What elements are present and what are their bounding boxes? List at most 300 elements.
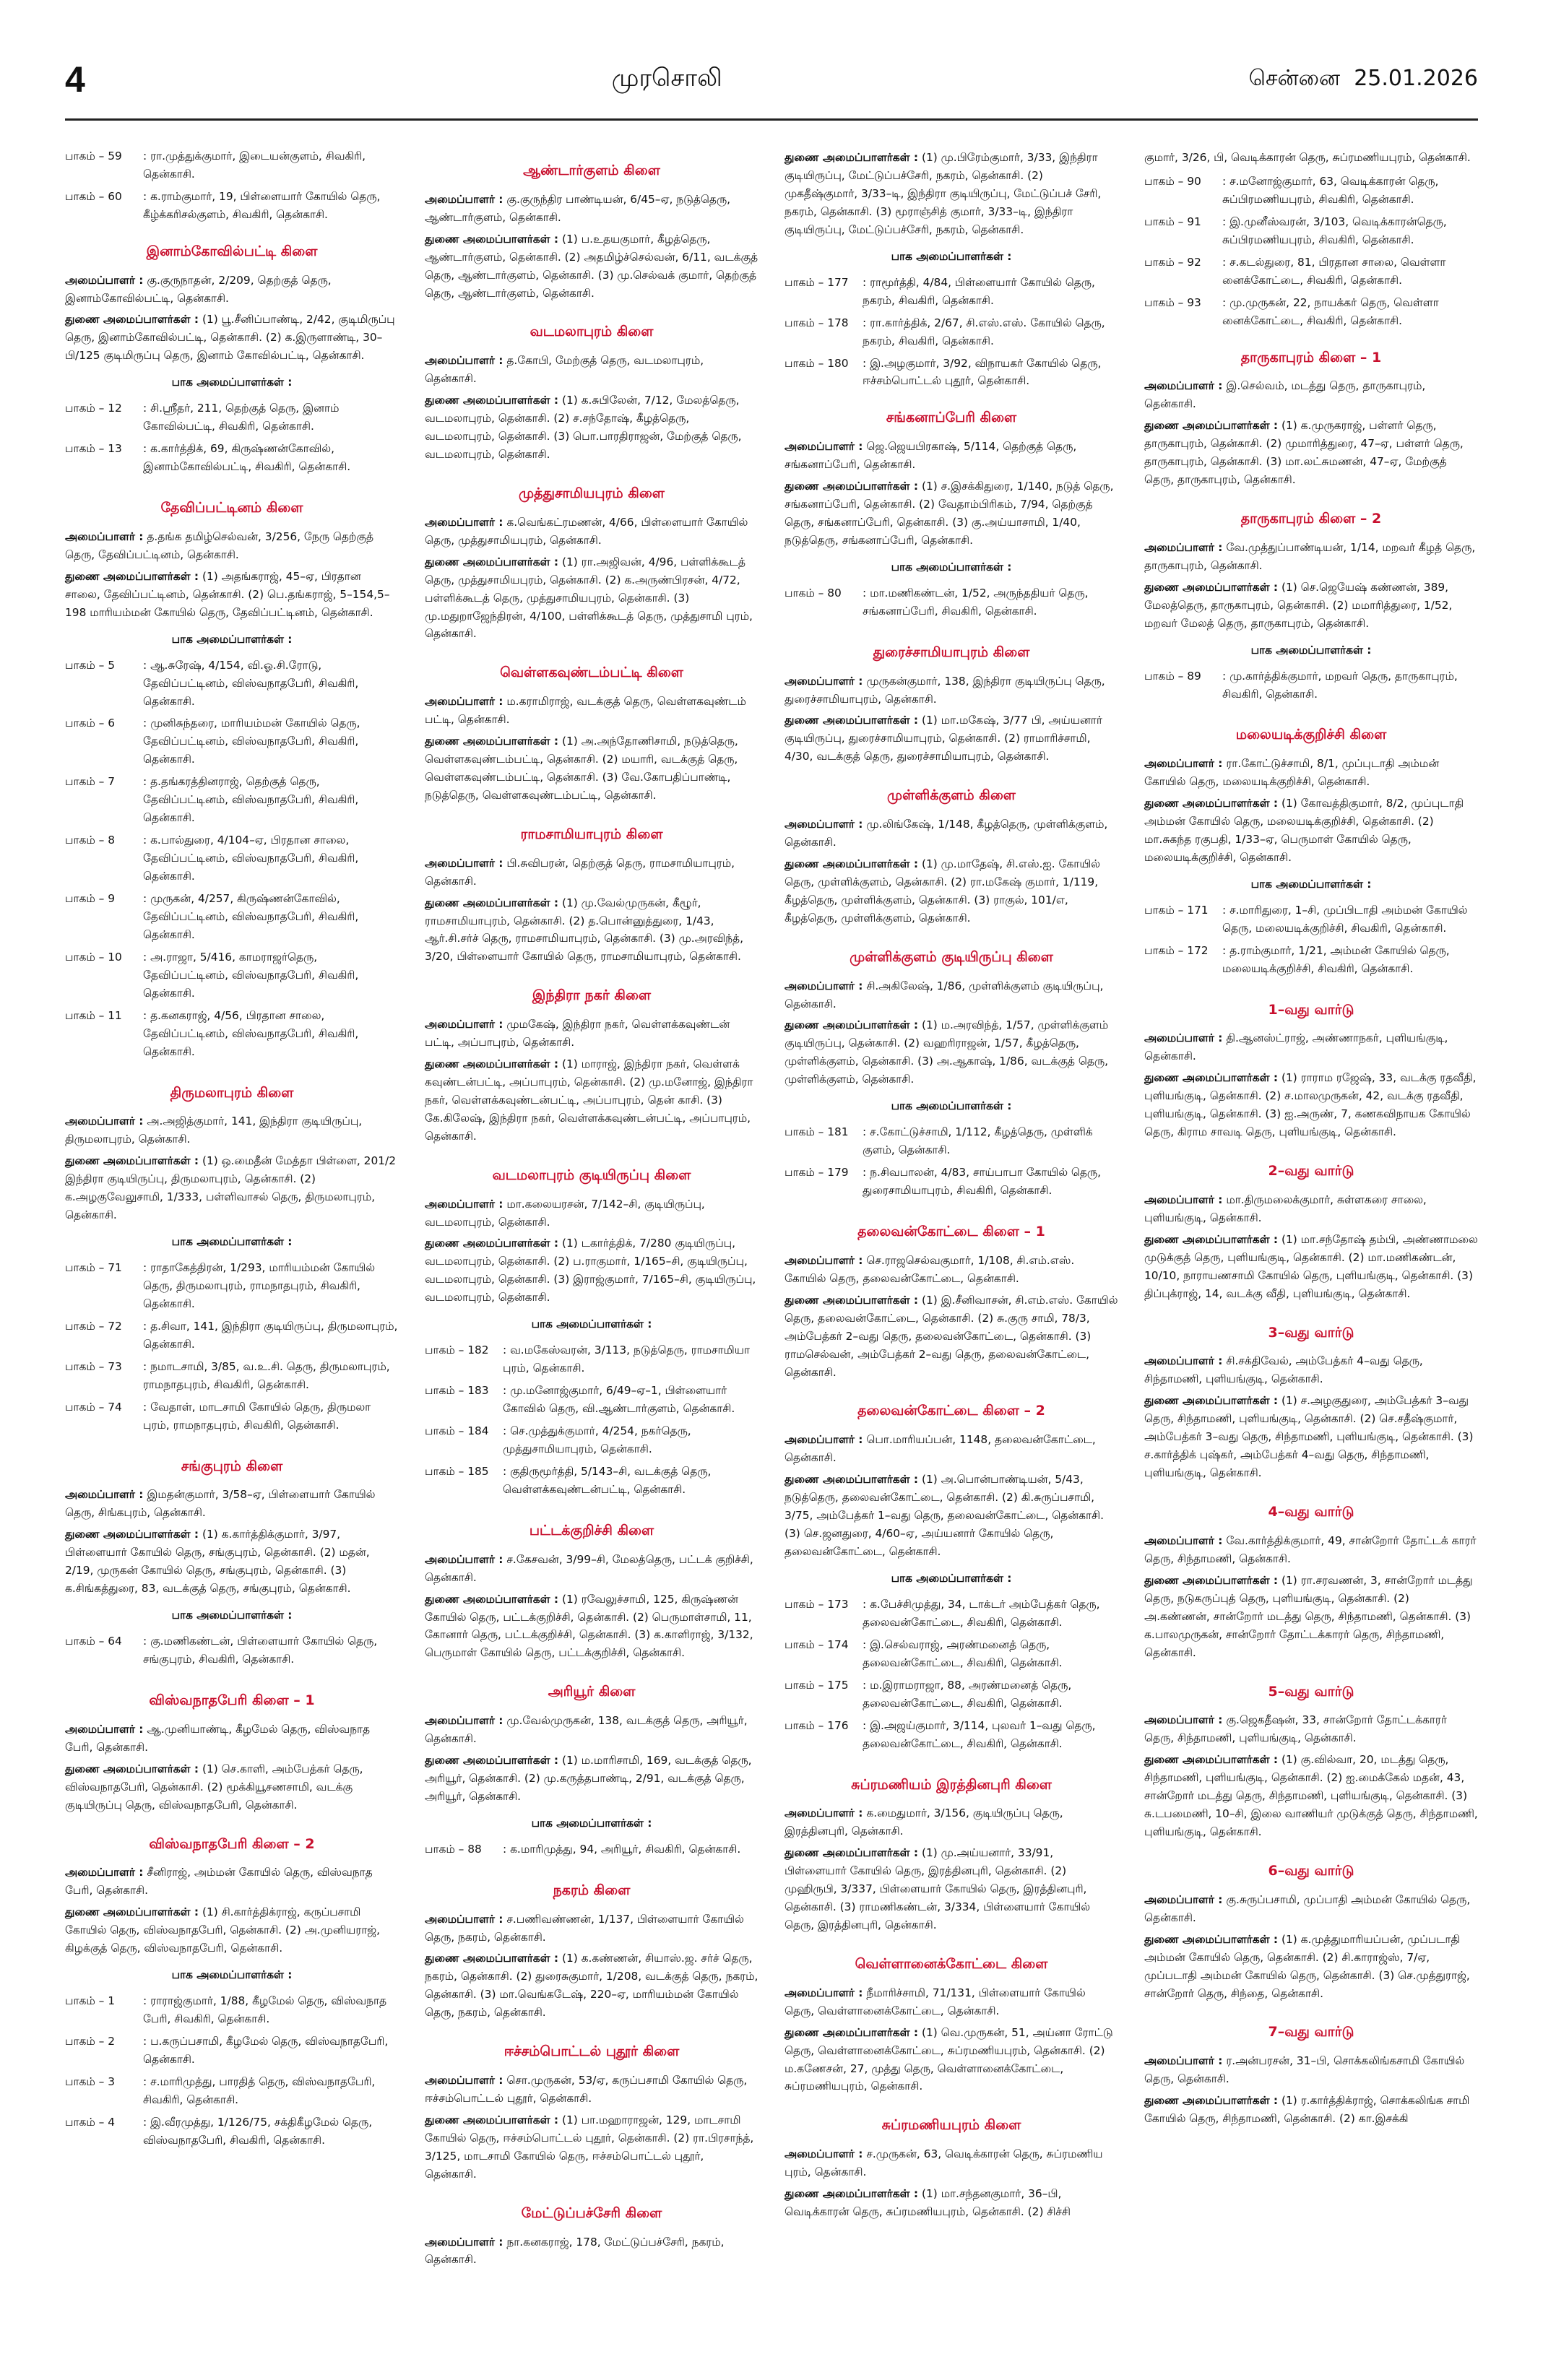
deputies (785, 2185, 1118, 2221)
booth-person: : இ.செல்வராஜ், அரண்மனைத் தெரு, தலைவன்கோட்டை, சிவகிரி, தென்காசி. (863, 1637, 1063, 1669)
branch-section (65, 1455, 399, 1671)
deputies (425, 1950, 758, 2022)
branch-title: தாருகாபுரம் கிளை – 1 (1240, 349, 1382, 365)
booth-person: : கு.மணிகண்டன், பிள்ளையார் கோயில் தெரு, சங்குபுரம், சிவகிரி, தென்காசி. (143, 1635, 378, 1666)
branch-section (65, 241, 399, 478)
booth-heading: பாக அமைப்பாளர்கள் : (171, 632, 293, 646)
value: (1) மா.சந்தனகுமார், 36–பி, வெடிக்காரன் தெரு, சுப்ரமணியபுரம், தென்காசி. (2) சிச்சி (785, 2187, 1071, 2219)
booth-person: : மு.முருகன், 22, நாயக்கர் தெரு, வெள்ளா னைக்கோட்டை, சிவகிரி, தென்காசி. (1222, 295, 1439, 327)
deputies (65, 1760, 399, 1814)
label: அமைப்பாளர் : (425, 1552, 503, 1566)
branch-title: முத்துசாமியபுரம் கிளை (519, 485, 665, 501)
booth-number: பாகம் – 182 (425, 1343, 489, 1357)
value: (1) ச.இசக்கிதுரை, 1/140, நடுத் தெரு, சங்கனாப்பேரி, தென்காசி. (2) வேதாம்பிரிகம், 7/94, தெற்குத் தெரு, சங்கனாப்பேரி, தென்காசி. (3) கு.அய்யாசாமி, 1/40, நடுத்தெரு, சங்கனாப்பேரி, தென்காசி. (785, 480, 1114, 547)
booth-person: : இ.அஜய்குமார், 3/114, புலவர் 1–வது தெரு, தலைவன்கோட்டை, சிவகிரி, தென்காசி. (863, 1718, 1096, 1750)
organizer (65, 272, 399, 308)
booth-number: பாகம் – 12 (65, 402, 122, 415)
deputies (785, 711, 1118, 766)
label: துணை அமைப்பாளர்கள் : (785, 2187, 919, 2201)
booth-heading: பாக அமைப்பாளர்கள் : (1250, 643, 1372, 657)
branch-section (425, 1879, 758, 2022)
booth-number: பாகம் – 181 (785, 1125, 849, 1139)
label: துணை அமைப்பாளர்கள் : (425, 394, 559, 407)
organizer (425, 514, 758, 550)
label: அமைப்பாளர் : (425, 1912, 503, 1926)
branch-title: 6–வது வார்டு (1268, 1862, 1354, 1879)
booth-number: பாகம் – 3 (65, 2074, 115, 2088)
booth-person: : அ.ராஜா, 5/416, காமராஜர்தெரு, தேவிப்பட்டினம், விஸ்வநாதபேரி, சிவகிரி, தென்காசி. (143, 950, 359, 1000)
organizer (1144, 539, 1478, 575)
booth-person: : சி.ஸ்ரீதர், 211, தெற்குத் தெரு, இனாம் கோவில்பட்டி, சிவகிரி, தென்காசி. (143, 402, 340, 433)
booth-row (65, 1630, 399, 1671)
deputies (425, 1055, 758, 1146)
organizer (785, 672, 1118, 709)
deputies (1144, 795, 1478, 867)
value: (1) ம.மாரிசாமி, 169, வடக்குத் தெரு, அரியூர், தென்காசி. (2) மு.கருத்தபாண்டி, 2/91, வடக்குத் தெரு, அரியூர், தென்காசி. (425, 1754, 752, 1803)
booth-person: : ம.இராமராஜா, 88, அரண்மனைத் தெரு, தலைவன்கோட்டை, சிவகிரி, தென்காசி. (863, 1678, 1072, 1710)
branch-section (1144, 1160, 1478, 1302)
organizer (1144, 1352, 1478, 1388)
branch-title: 7–வது வார்டு (1268, 2024, 1354, 2041)
booth-person: : ச.கடல்துரை, 81, பிரதான சாலை, வெள்ளா னைக்கோட்டை, சிவகிரி, தென்காசி. (1222, 255, 1446, 287)
deputies (1144, 2092, 1478, 2128)
booth-person: : ச.மனோஜ்குமார், 63, வெடிக்காரன் தெரு, சுப்பிரமணியபுரம், சிவகிரி, தென்காசி. (1222, 174, 1439, 206)
booth-row (785, 1121, 1118, 1161)
organizer (1144, 1532, 1478, 1568)
booth-number: பாகம் – 88 (425, 1842, 482, 1856)
label: துணை அமைப்பாளர்கள் : (1144, 580, 1279, 594)
label: துணை அமைப்பாளர்கள் : (1144, 1573, 1279, 1587)
organizer (425, 1911, 758, 1947)
booth-number: பாகம் – 173 (785, 1597, 849, 1611)
booth-number: பாகம் – 7 (65, 775, 115, 789)
value: (1) பா.மஹாராஜன், 129, மாடசாமி கோயில் தெரு, ஈச்சம்பொட்டல் புதூர், தென்காசி. (2) ரா.பிரசாந்த், 3/125, மாடசாமி கோயில் தெரு, ஈச்சம்பொட்டல் புதூர், தென்காசி. (425, 2113, 754, 2181)
label: துணை அமைப்பாளர்கள் : (425, 735, 559, 748)
branch-title: வெள்ளானைக்கோட்டை கிளை (855, 1955, 1048, 1972)
label: துணை அமைப்பாளர்கள் : (425, 896, 559, 909)
branch-title: தலைவன்கோட்டை கிளை – 1 (857, 1224, 1045, 1240)
value: ஆ.முனியாண்டி, கீழமேல் தெரு, விஸ்வநாத பேரி, தென்காசி. (65, 1722, 371, 1754)
organizer (425, 1551, 758, 1587)
deputies (1144, 1231, 1478, 1303)
value: (1) க.கண்ணன், சியாஸ்.ஜ. சர்ச் தெரு, நகரம், தென்காசி. (2) துரைசுகுமார், 1/208, வடக்குத் தெரு, நகரம், தென்காசி. (3) மா.வெங்கடேஷ், 220–ஏ, மாரியம்மன் கோயில் தெரு, நகரம், தென்காசி. (425, 1952, 758, 2020)
organizer (785, 438, 1118, 474)
booth-row (1144, 940, 1478, 980)
branch-title: முள்ளிக்குளம் குடியிருப்பு கிளை (850, 948, 1053, 965)
booth-row (425, 1838, 758, 1861)
branch-section (785, 407, 1118, 622)
booth-number: பாகம் – 60 (65, 189, 122, 203)
column-2 (425, 145, 758, 2288)
label: அமைப்பாளர் : (1144, 757, 1223, 771)
organizer (1144, 1029, 1478, 1065)
booth-person: : ச.மாரிமுத்து, பாரதித் தெரு, விஸ்வநாதபேரி, சிவகிரி, தென்காசி. (143, 2074, 376, 2106)
value: பொ.மாரியப்பன், 1148, தலைவன்கோட்டை, தென்காசி. (785, 1433, 1096, 1465)
booth-row (65, 2030, 399, 2071)
booth-row (425, 1380, 758, 1420)
deputies (425, 1234, 758, 1307)
deputies (785, 1471, 1118, 1561)
booth-table (425, 1838, 758, 1861)
value: (1) செ.ஜெயேஷ் கண்ணன், 389, மேலத்தெரு, தாருகாபுரம், தென்காசி. (2) மமாரித்துரை, 1/52, மறவர் மேலத் தெரு, தாருகாபுரம், தென்காசி. (1144, 580, 1453, 630)
booth-row (65, 438, 399, 478)
booth-table (1144, 899, 1478, 980)
branch-section (425, 2202, 758, 2269)
value: (1) செ.காளி, அம்பேத்கர் தெரு, விஸ்வநாதபேரி, தென்காசி. (2) மூக்கியூசணசாமி, வடக்கு குடியிருப்பு தெரு, விஸ்வநாதபேரி, தென்காசி. (65, 1762, 363, 1812)
branch-section (785, 1774, 1118, 1934)
organizer (65, 1486, 399, 1522)
value: மு.லிங்கேஷ், 1/148, கீழத்தெரு, முள்ளிக்குளம், தென்காசி. (785, 818, 1108, 849)
booth-number: பாகம் – 74 (65, 1400, 122, 1414)
label: அமைப்பாளர் : (1144, 1031, 1223, 1045)
booth-number: பாகம் – 1 (65, 1994, 115, 2007)
branch-title: 1–வது வார்டு (1268, 1001, 1354, 1018)
booth-number: பாகம் – 59 (65, 150, 122, 163)
deputies (1144, 417, 1478, 489)
booth-table (1144, 665, 1478, 706)
label: அமைப்பாளர் : (1144, 379, 1223, 393)
value: (1) கு.வில்வா, 20, மடத்து தெரு, சிந்தாமணி, புளியங்குடி, தென்காசி. (2) ஐ.மைக்கேல் மதன், 43, சான்றோர் மடத்து தெரு, சிந்தாமணி, புளியங்குடி, தென்காசி. (3) சு.டபமைணி, 10–சி, இலை வாணியர் முடுக்குத் தெரு, சிந்தாமணி, புளியங்குடி, தென்காசி. (1144, 1753, 1478, 1839)
value: ர.அன்பரசன், 31–பி, சொக்கலிங்கசாமி கோயில் தெரு, தென்காசி. (1144, 2054, 1465, 2086)
branch-section (785, 1221, 1118, 1381)
branch-title: சங்கனாப்பேரி கிளை (886, 410, 1017, 426)
label: அமைப்பாளர் : (785, 1433, 863, 1447)
deputies (425, 894, 758, 966)
organizer (785, 977, 1118, 1013)
organizer (1144, 377, 1478, 413)
label: துணை அமைப்பாளர்கள் : (425, 1754, 559, 1767)
booth-row (1144, 292, 1478, 332)
deputies (1144, 579, 1478, 633)
booth-row (425, 1461, 758, 1501)
branch-section (785, 641, 1118, 766)
value: கு.குருநாதன், 2/209, தெற்குத் தெரு, இனாம்கோவில்பட்டி, தென்காசி. (65, 273, 332, 305)
organizer (1144, 1191, 1478, 1227)
organizer (65, 1864, 399, 1900)
booth-person: : ச.மாரிதுரை, 1–சி, முப்பிடாதி அம்மன் கோயில் தெரு, மலையடிக்குறிச்சி, சிவகிரி, தென்காசி. (1222, 903, 1468, 935)
label: அமைப்பாளர் : (1144, 2054, 1223, 2068)
branch-title: மலையடிக்குறிச்சி கிளை (1235, 727, 1387, 743)
value: மு.வேல்முருகன், 138, வடக்குத் தெரு, அரியூர், தென்காசி. (425, 1714, 748, 1746)
label: துணை அமைப்பாளர்கள் : (1144, 1071, 1279, 1085)
label: துணை அமைப்பாளர்கள் : (65, 1528, 199, 1541)
label: துணை அமைப்பாளர்கள் : (425, 555, 559, 568)
value: (1) க.கார்த்திக்குமார், 3/97, பிள்ளையார் கோயில் தெரு, சங்குபுரம், தென்காசி. (2) மதன், 2/19, முருகன் கோயில் தெரு, சங்குபுரம், தென்காசி. (3) க.சிங்கத்துரை, 83, வடக்குத் தெரு, சங்குபுரம், தென்காசி. (65, 1528, 370, 1596)
column-4 (1144, 145, 1478, 2288)
deputies (425, 1752, 758, 1806)
columns (65, 145, 1478, 2288)
booth-row (65, 771, 399, 829)
booth-number: பாகம் – 183 (425, 1384, 489, 1398)
label: துணை அமைப்பாளர்கள் : (785, 151, 919, 164)
booth-table (65, 654, 399, 1063)
label: துணை அமைப்பாளர்கள் : (65, 313, 199, 326)
booth-row (425, 1339, 758, 1380)
booth-heading: பாக அமைப்பாளர்கள் : (171, 1609, 293, 1622)
branch-title: வடமலாபுரம் குடியிருப்பு கிளை (492, 1167, 691, 1183)
branch-section (425, 160, 758, 302)
label: துணை அமைப்பாளர்கள் : (785, 480, 919, 493)
organizer (425, 2072, 758, 2108)
label: அமைப்பாளர் : (1144, 1193, 1223, 1206)
booth-person: : ராராஜ்குமார், 1/88, கீழமேல் தெரு, விஸ்வநாத பேரி, சிவகிரி, தென்காசி. (143, 1994, 387, 2025)
branch-title: திருமலாபுரம் கிளை (170, 1084, 294, 1101)
organizer (425, 2233, 758, 2269)
booth-number: பாகம் – 175 (785, 1678, 849, 1692)
value: (1) ஒ.மைதீன் மேத்தா பிள்ளை, 201/2 இந்திரா குடியிருப்பு, திருமலாபுரம், தென்காசி. (2) க.அழகுவேலுசாமி, 1/333, பள்ளிவாசல் தெரு, திருமலாபுரம், தென்காசி. (65, 1154, 397, 1222)
booth-person: : முருகன், 4/257, கிருஷ்ணன்கோவில், தேவிப்பட்டினம், விஸ்வநாதபேரி, சிவகிரி, தென்காசி. (143, 892, 359, 941)
booth-person: : க.பேச்சிமுத்து, 34, டாக்டர் அம்பேத்கர் தெரு, தலைவன்கோட்டை, சிவகிரி, தென்காசி. (863, 1597, 1100, 1629)
label: துணை அமைப்பாளர்கள் : (425, 1952, 559, 1965)
booth-number: பாகம் – 11 (65, 1008, 122, 1022)
value: (1) வெ.முருகன், 51, அய்னா ரோட்டு தெரு, வெள்ளானைக்கோட்டை, சுப்ரமணியபுரம், தென்காசி. (2) ம.கணேசன், 27, முத்து தெரு, வெள்ளானைக்கோட்டை, சுப்ரமணியபுரம், தென்காசி. (785, 2025, 1113, 2093)
branch-title: அரியூர் கிளை (548, 1684, 636, 1700)
branch-section (425, 1681, 758, 1860)
page-number: 4 (65, 59, 85, 100)
value: ச.கேசவன், 3/99–சி, மேலத்தெரு, பட்டக் குறிச்சி, தென்காசி. (425, 1552, 753, 1584)
booth-heading: பாக அமைப்பாளர்கள் : (531, 1816, 652, 1830)
label: அமைப்பாளர் : (1144, 1533, 1223, 1547)
label: துணை அமைப்பாளர்கள் : (1144, 1932, 1279, 1946)
branch-section (785, 1953, 1118, 2095)
booth-number: பாகம் – 80 (785, 586, 842, 600)
branch-section (785, 1400, 1118, 1754)
booth-number: பாகம் – 72 (65, 1319, 122, 1333)
label: துணை அமைப்பாளர்கள் : (1144, 797, 1279, 810)
booth-number: பாகம் – 92 (1144, 255, 1201, 269)
booth-person: : க.ராம்குமார், 19, பிள்ளையார் கோயில் தெரு, கீழ்க்கரிசல்குளம், சிவகிரி, தென்காசி. (143, 189, 381, 221)
branch-title: சுப்ரமணியபுரம் கிளை (881, 2117, 1021, 2134)
booth-table (785, 1121, 1118, 1202)
deputies (425, 732, 758, 805)
label: அமைப்பாளர் : (785, 979, 863, 992)
booth-row (785, 1715, 1118, 1755)
deputies (1144, 1751, 1478, 1841)
city: சென்னை (1248, 65, 1341, 91)
booth-person: : ரா.கார்த்திக், 2/67, சி.எஸ்.எஸ். கோயில் தெரு, நகரம், சிவகிரி, தென்காசி. (863, 316, 1105, 347)
booth-row (65, 2111, 399, 2152)
booth-row (785, 1593, 1118, 1634)
organizer (785, 2145, 1118, 2181)
value: (1) இ.சீனிவாசன், சி.எம்.எஸ். கோயில் தெரு, தலைவன்கோட்டை, தென்காசி. (2) சு.குரு சாமி, 78/3, அம்பேத்கர் 2–வது தெரு, தலைவன்கோட்டை, தென்காசி. (3) ராமசெல்வன், அம்பேத்கர் 2–வது தெரு, தலைவன்கோட்டை, தென்காசி. (785, 1293, 1118, 1379)
label: அமைப்பாளர் : (785, 818, 863, 831)
value: (1) மாராஜ், இந்திரா நகர், வெள்ளக் கவுண்டன்பட்டி, அப்பாபுரம், தென்காசி. (2) மு.மனோஜ், இந்திரா நகர், வெள்ளக்கவுண்டன்பட்டி, அப்பாபுரம், தென் காசி. (3) கே.கிலேஷ், இந்திரா நகர், வெள்ளக்கவுண்டன்பட்டி, அப்பாபுரம், தென்காசி. (425, 1057, 753, 1143)
value: (1) க.சுபிலேன், 7/12, மேலத்தெரு, வடமலாபுரம், தென்காசி. (2) ச.சந்தோஷ், கீழத்தெரு, வடமலாபுரம், தென்காசி. (3) பொ.பாரதிராஜன், மேற்குத் தெரு, வடமலாபுரம், தென்காசி. (425, 394, 742, 462)
booth-number: பாகம் – 174 (785, 1637, 849, 1651)
booth-number: பாகம் – 10 (65, 950, 122, 964)
value: த.கோபி, மேற்குத் தெரு, வடமலாபுரம், தென்காசி. (425, 354, 704, 386)
booth-row (1144, 899, 1478, 940)
booth-heading: பாக அமைப்பாளர்கள் : (891, 249, 1012, 263)
value: மா.திருமலைக்குமார், சுள்ளகரை சாலை, புளியங்குடி, தென்காசி. (1144, 1193, 1427, 1224)
value: முமகேஷ், இந்திரா நகர், வெள்ளக்கவுண்டன் பட்டி, அப்பாபுரம், தென்காசி. (425, 1018, 730, 1050)
booth-row (785, 352, 1118, 393)
value: வே.முத்துப்பாண்டியன், 1/14, மறவர் கீழத் தெரு, தாருகாபுரம், தென்காசி. (1144, 540, 1476, 572)
booth-number: பாகம் – 2 (65, 2034, 115, 2048)
booth-row (785, 312, 1118, 352)
branch-title: தாருகாபுரம் கிளை – 2 (1240, 511, 1382, 527)
deputies (1144, 1572, 1478, 1662)
booth-number: பாகம் – 9 (65, 892, 115, 906)
booth-number: பாகம் – 5 (65, 658, 115, 672)
dateline (1249, 66, 1478, 94)
organizer (425, 854, 758, 891)
label: அமைப்பாளர் : (425, 1197, 503, 1211)
booth-table (785, 1593, 1118, 1755)
value: (1) கோவத்திகுமார், 8/2, முப்புடாதி அம்மன் கோயில் தெரு, மலையடிக்குறிச்சி, தென்காசி. (2) மா.சுகந்த ரகுபதி, 1/33–ஏ, பெருமாள் கோயில் தெரு, மலையடிக்குறிச்சி, தென்காசி. (1144, 797, 1464, 864)
branch-section (1144, 1322, 1478, 1482)
label: அமைப்பாளர் : (1144, 1713, 1223, 1727)
label: துணை அமைப்பாளர்கள் : (425, 1237, 559, 1250)
booth-row (65, 1990, 399, 2030)
branch-section (785, 2114, 1118, 2221)
label: துணை அமைப்பாளர்கள் : (785, 857, 919, 870)
booth-number: பாகம் – 71 (65, 1261, 122, 1275)
organizer (785, 1804, 1118, 1840)
deputies (785, 477, 1118, 550)
branch-title: சுப்ரமணியம் இரத்தினபுரி கிளை (851, 1776, 1052, 1793)
label: துணை அமைப்பாளர்கள் : (1144, 1394, 1279, 1408)
value: கு.ஜெகதீஷன், 33, சான்றோர் தோட்டக்காரர் தெரு, சிந்தாமணி, புளியங்குடி, தென்காசி. (1144, 1713, 1447, 1745)
booth-table (65, 1630, 399, 1671)
booth-person: : த.சிவா, 141, இந்திரா குடியிருப்பு, திருமலாபுரம், தென்காசி. (143, 1319, 398, 1351)
booth-row (65, 2071, 399, 2111)
booth-person: : த.ராம்குமார், 1/21, அம்மன் கோயில் தெரு, மலையடிக்குறிச்சி, சிவகிரி, தென்காசி. (1222, 943, 1450, 975)
booth-number: பாகம் – 176 (785, 1718, 849, 1732)
organizer (785, 1252, 1118, 1288)
booth-table (65, 1990, 399, 2152)
organizer (1144, 755, 1478, 791)
label: அமைப்பாளர் : (1144, 540, 1223, 554)
column-1 (65, 145, 399, 2288)
booth-row (65, 397, 399, 438)
booth-number: பாகம் – 73 (65, 1359, 122, 1373)
value: (1) க.முருகராஜ், பள்ளர் தெரு, தாருகாபுரம், தென்காசி. (2) முமாரித்துரை, 47–ஏ, பள்ளர் தெரு, தாருகாபுரம், தென்காசி. (3) மா.லட்சுமணன், 47–ஏ, மேற்குத் தெரு, தாருகாபுரம், தென்காசி. (1144, 419, 1464, 487)
booth-number: பாகம் – 171 (1144, 903, 1209, 917)
branch-section (1144, 999, 1478, 1141)
booth-person: : த.கனகராஜ், 4/56, பிரதான சாலை, தேவிப்பட்டினம், விஸ்வநாதபேரி, சிவகிரி, தென்காசி. (143, 1008, 359, 1058)
label: துணை அமைப்பாளர்கள் : (1144, 1232, 1279, 1246)
deputies (65, 568, 399, 622)
branch-title: நகரம் கிளை (553, 1882, 631, 1898)
booth-person: : ப.கருப்பசாமி, கீழமேல் தெரு, விஸ்வநாதபேரி, தென்காசி. (143, 2034, 389, 2066)
value: கு.குருந்திர பாண்டியன், 6/45–ஏ, நடுத்தெரு, ஆண்டார்குளம், தென்காசி. (425, 192, 731, 224)
value: சொ.முருகன், 53/ஏ, கருப்பசாமி கோயில் தெரு, ஈச்சம்பொட்டல் புதூர், தென்காசி. (425, 2074, 748, 2105)
organizer (1144, 2052, 1478, 2088)
booth-person: : மு.கார்த்திக்குமார், மறவர் தெரு, தாருகாபுரம், சிவகிரி, தென்காசி. (1222, 669, 1458, 701)
branch-title: வடமலாபுரம் கிளை (530, 324, 654, 340)
branch-title: ராமசாமியாபுரம் கிளை (520, 826, 663, 842)
booth-person: : க.பால்துரை, 4/104–ஏ, பிரதான சாலை, தேவிப்பட்டினம், விஸ்வநாதபேரி, சிவகிரி, தென்காசி. (143, 834, 359, 883)
value: (1) அதங்கராஜ், 45–ஏ, பிரதான சாலை, தேவிப்பட்டினம், தென்காசி. (2) பெ.தங்கராஜ், 5–154,5–198 மாரியம்மன் கோயில் தெரு, தேவிப்பட்டினம், தென்காசி. (65, 569, 390, 619)
booth-row (785, 1161, 1118, 1202)
booth-person: : த.தங்கரத்தினராஜ், தெற்குத் தெரு, தேவிப்பட்டினம், விஸ்வநாதபேரி, சிவகிரி, தென்காசி. (143, 775, 359, 825)
value: ஜெ.ஜெயபிரகாஷ், 5/114, தெற்குத் தெரு, சங்கனாப்பேரி, தென்காசி. (785, 440, 1077, 472)
booth-person: : மு.மனோஜ்குமார், 6/49–ஏ–1, பிள்ளையார் கோவில் தெரு, வி.ஆண்டார்குளம், தென்காசி. (503, 1384, 735, 1416)
label: அமைப்பாளர் : (425, 2235, 503, 2249)
label: துணை அமைப்பாளர்கள் : (65, 1905, 199, 1919)
booth-heading: பாக அமைப்பாளர்கள் : (891, 1099, 1012, 1113)
branch-title: இந்திரா நகர் கிளை (532, 987, 652, 1004)
value: ம.கராமிராஜ், வடக்குத் தெரு, வெள்ளகவுண்டம் பட்டி, தென்காசி. (425, 695, 746, 727)
booth-person: : ராதாகேத்திரன், 1/293, மாரியம்மன் கோயில் தெரு, திருமலாபுரம், ராமநாதபுரம், சிவகிரி, தென்காசி. (143, 1261, 376, 1310)
organizer (785, 1431, 1118, 1467)
booth-heading: பாக அமைப்பாளர்கள் : (171, 376, 293, 389)
deputies (785, 149, 1118, 239)
booth-number: பாகம் – 91 (1144, 215, 1201, 228)
booth-heading: பாக அமைப்பாளர்கள் : (1250, 877, 1372, 891)
branch-section (785, 946, 1118, 1202)
branch-section (425, 662, 758, 804)
label: துணை அமைப்பாளர்கள் : (785, 714, 919, 727)
label: துணை அமைப்பாளர்கள் : (785, 1473, 919, 1487)
label: துணை அமைப்பாளர்கள் : (1144, 2094, 1279, 2108)
booth-row (65, 1396, 399, 1437)
booth-person: : க.கார்த்திக், 69, கிருஷ்ணன்கோவில், இனாம்கோவில்பட்டி, சிவகிரி, தென்காசி. (143, 442, 351, 474)
booth-person: : ஆ.சுரேஷ், 4/154, வி.ஓ.சி.ரோடு, தேவிப்பட்டினம், விஸ்வநாதபேரி, சிவகிரி, தென்காசி. (143, 658, 359, 708)
value: ச.பணிவண்ணன், 1/137, பிள்ளையார் கோயில் தெரு, நகரம், தென்காசி. (425, 1912, 744, 1944)
label: அமைப்பாளர் : (425, 515, 503, 529)
booth-row (65, 1315, 399, 1356)
branch-section (425, 1164, 758, 1501)
label: அமைப்பாளர் : (425, 354, 503, 368)
value: (1) மு.வேல்முருகன், கீழூர், ராமசாமியாபுரம், தென்காசி. (2) த.பொன்னுத்துரை, 1/43, ஆர்.சி.சர்ச் தெரு, ராமசாமியாபுரம், தென்காசி. (3) மு.அரவிந்த், 3/20, பிள்ளையார் கோயில் தெரு, ராமசாமியாபுரம், தென்காசி. (425, 896, 743, 964)
booth-number: பாகம் – 64 (65, 1635, 122, 1648)
label: அமைப்பாளர் : (785, 1986, 863, 1999)
booth-heading: பாக அமைப்பாளர்கள் : (171, 1235, 293, 1249)
page-header (65, 51, 1478, 121)
branch-title: 3–வது வார்டு (1268, 1324, 1354, 1341)
branch-section (1144, 1681, 1478, 1841)
deputies (65, 1903, 399, 1957)
label: அமைப்பாளர் : (425, 1714, 503, 1728)
booth-row (1144, 170, 1478, 211)
booth-person: : மா.மணிகண்டன், 1/52, அருந்ததியர் தெரு, சங்கனாப்பேரி, சிவகிரி, தென்காசி. (863, 586, 1089, 618)
label: அமைப்பாளர் : (425, 1018, 503, 1031)
booth-row (65, 654, 399, 713)
deputies (785, 2024, 1118, 2096)
label: துணை அமைப்பாளர்கள் : (425, 1592, 559, 1606)
booth-number: பாகம் – 172 (1144, 943, 1209, 957)
organizer (425, 693, 758, 729)
booth-heading: பாக அமைப்பாளர்கள் : (891, 1571, 1012, 1585)
booth-number: பாகம் – 184 (425, 1424, 489, 1438)
branch-title: மேட்டுப்பச்சேரி கிளை (521, 2204, 662, 2221)
value: (1) ரவேலுச்சாமி, 125, கிருஷ்ணன் கோயில் தெரு, பட்டக்குறிச்சி, தென்காசி. (2) பெருமாள்சாமி, 11, கோனார் தெரு, பட்டக்குறிச்சி, தென்காசி. (3) க.காளிராஜ், 3/132, பெருமாள் கோயில் தெரு, பட்டக்குறிச்சி, தென்காசி. (425, 1592, 753, 1660)
value: கு.சுருப்பசாமி, முப்பாதி அம்மன் கோயில் தெரு, தென்காசி. (1144, 1892, 1471, 1924)
value: நீமாரிச்சாமி, 71/131, பிள்ளையார் கோயில் தெரு, வெள்ளானைக்கோட்டை, தென்காசி. (785, 1986, 1086, 2017)
booth-person: : ரா.முத்துக்குமார், இடையன்குளம், சிவகிரி, தென்காசி. (143, 150, 366, 181)
deputies (785, 1291, 1118, 1382)
label: துணை அமைப்பாளர்கள் : (785, 1846, 919, 1860)
date: 25.01.2026 (1354, 65, 1478, 91)
booth-row (65, 946, 399, 1005)
label: அமைப்பாளர் : (65, 1115, 144, 1128)
deputies (785, 1016, 1118, 1089)
label: அமைப்பாளர் : (785, 1806, 863, 1820)
value: (1) ரா.சரவணன், 3, சான்றோர் மடத்து தெரு, நடுகருப்புத் தெரு, புளியங்குடி, தென்காசி. (2) அ.கண்ணன், சான்றோர் மடத்து தெரு, சிந்தாமணி, தென்காசி. (3) க.பாலமுருகன், சான்றோர் தோட்டக்காரர் தெரு, சிந்தாமணி, தென்காசி. (1144, 1573, 1473, 1659)
booth-row (65, 1356, 399, 1396)
label: அமைப்பாளர் : (785, 2147, 863, 2161)
value: இ.செல்வம், மடத்து தெரு, தாருகாபுரம், தென்காசி. (1144, 379, 1426, 411)
value: (1) பூ.சீனிப்பாண்டி, 2/42, குடிமிருப்பு தெரு, இனாம்கோவில்பட்டி, தென்காசி. (2) க.இருளாண்டி, 30–பி/125 குடிமிருப்பு தெரு, இனாம் கோவில்பட்டி, தென்காசி. (65, 313, 395, 363)
value: (1) ர.கார்த்திக்ராஜ், சொக்கலிங்க சாமி கோயில் தெரு, சிந்தாமணி, தென்காசி. (2) கா.இசக்கி (1144, 2094, 1470, 2126)
value: (1) க.முத்துமாரியப்பன், முப்படாதி அம்மன் கோயில் தெரு, தென்காசி. (2) சி.காராஜ்ஸ், 7/ஏ, முப்படாதி அம்மன் கோயில் தெரு, தென்காசி. (3) செ.முத்துராஜ், சான்றோர் தெரு, சிந்தை, தென்காசி. (1144, 1932, 1470, 2000)
booth-number: பாகம் – 13 (65, 442, 122, 456)
label: அமைப்பாளர் : (425, 192, 503, 206)
value: பி.சுவிபரன், தெற்குத் தெரு, ராமசாமியாபுரம், தென்காசி. (425, 856, 735, 888)
booth-person: : ராமூர்த்தி, 4/84, பிள்ளையார் கோயில் தெரு, நகரம், சிவகிரி, தென்காசி. (863, 275, 1095, 307)
